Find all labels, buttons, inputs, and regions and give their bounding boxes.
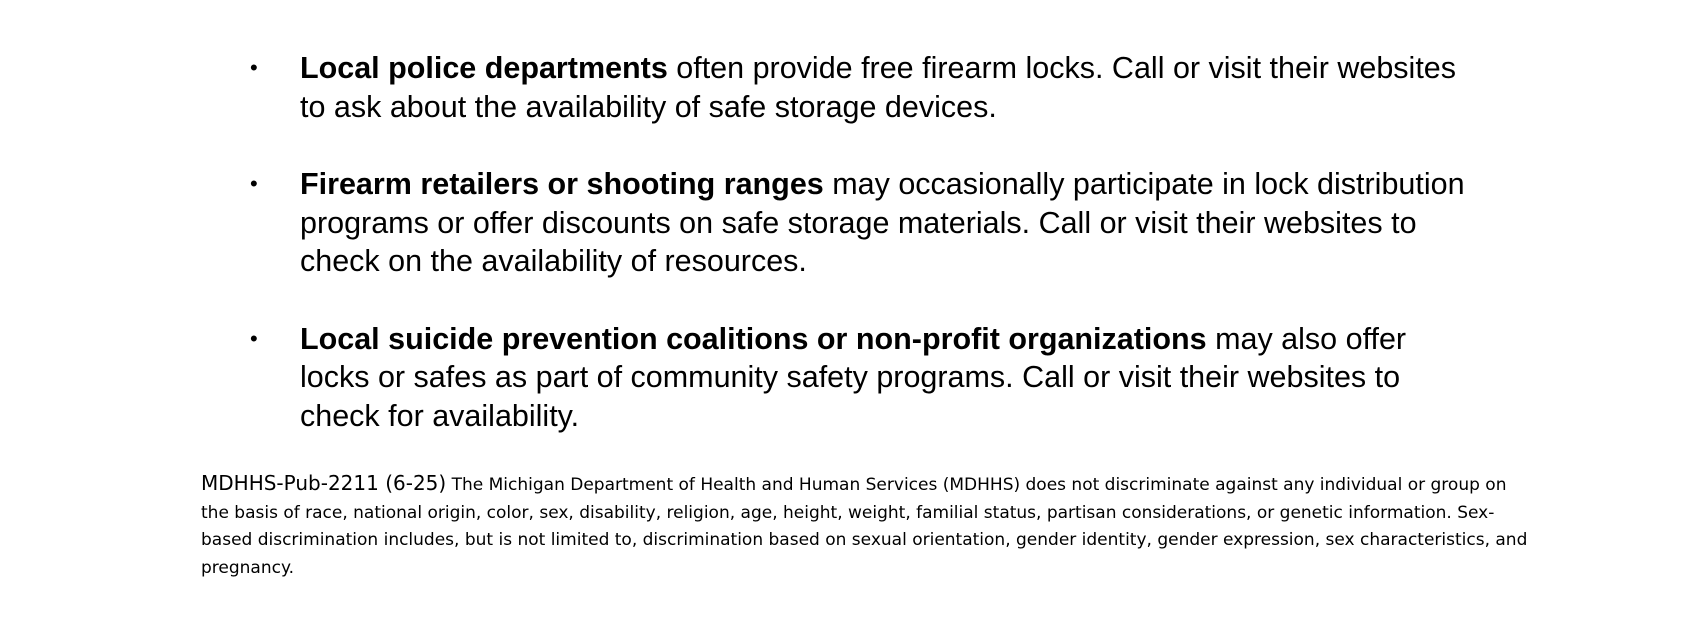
bullet-marker: • <box>250 55 258 80</box>
nondiscrimination-footer <box>201 470 1531 582</box>
bullet-item-local-police <box>246 49 1476 126</box>
bullet-item-suicide-prevention <box>246 320 1476 436</box>
bullet-text: often provide free firearm locks. Call or visit their websites to ask about the availability of safe storage devices. <box>300 51 1457 124</box>
bullet-heading: Local police departments <box>300 51 668 85</box>
bullet-marker: • <box>250 171 258 196</box>
nondiscrimination-statement: The Michigan Department of Health and Human Services (MDHHS) does not discriminate against any individual or group on the basis of race, national origin, color, sex, disability, religion, age, height, weight, familial status, partisan considerations, or genetic information. Sex-based discrimination includes, but is not limited to, discrimination based on sexual orientation, gender identity, gender expression, sex characteristics, and pregnancy. <box>201 475 1528 578</box>
resource-bullet-list <box>246 49 1476 435</box>
bullet-marker: • <box>250 325 258 351</box>
bullet-heading: Local suicide prevention coalitions or non-profit organizations <box>300 321 1207 356</box>
bullet-item-firearm-retailers <box>246 165 1476 281</box>
bullet-heading: Firearm retailers or shooting ranges <box>300 167 824 201</box>
bullet-text: may also offer locks or safes as part of community safety programs. Call or visit their websites to check for availability. <box>300 321 1407 433</box>
bullet-text: may occasionally participate in lock distribution programs or offer discounts on safe storage materials. Call or visit their websites to check on the availability of resources. <box>300 167 1465 278</box>
publication-code: MDHHS-Pub-2211 (6-25) <box>201 471 447 495</box>
